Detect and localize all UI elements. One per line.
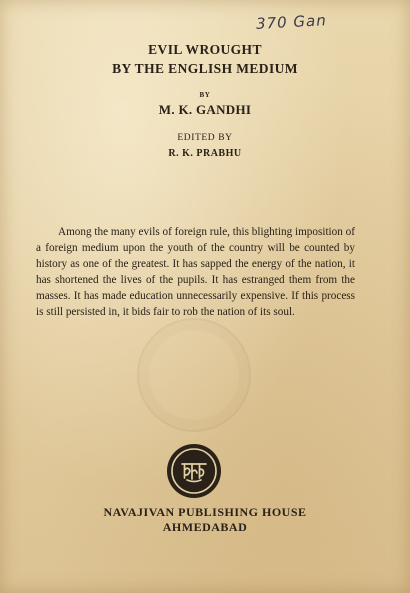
book-title-line-2: BY THE ENGLISH MEDIUM: [112, 61, 298, 76]
book-title: [0, 40, 410, 78]
book-title-line-1: EVIL WROUGHT: [148, 42, 262, 57]
faded-library-stamp: [137, 318, 251, 432]
navajivan-emblem-icon: [165, 442, 223, 500]
publisher-name: NAVAJIVAN PUBLISHING HOUSE: [103, 505, 307, 519]
epigraph-paragraph: Among the many evils of foreign rule, this blighting imposition of a foreign medium upon the youth of the country will be counted by history as one of the greatest. It has sapped the energy of the nation, it has shortened the lives of the pupils. It has estranged them from the masses. It has made education unnecessarily expensive. If this process is still persisted in, it bids fair to rob the nation of its soul.: [36, 226, 355, 318]
publisher-city: AHMEDABAD: [162, 520, 248, 534]
author-name: M. K. GANDHI: [158, 102, 252, 117]
publisher-block: [0, 505, 410, 535]
editor-name: R. K. PRABHU: [168, 148, 242, 159]
handwritten-catalog-note: 370 Gan: [255, 11, 328, 33]
by-label: BY: [199, 91, 211, 99]
edited-by-label: EDITED BY: [177, 133, 233, 143]
